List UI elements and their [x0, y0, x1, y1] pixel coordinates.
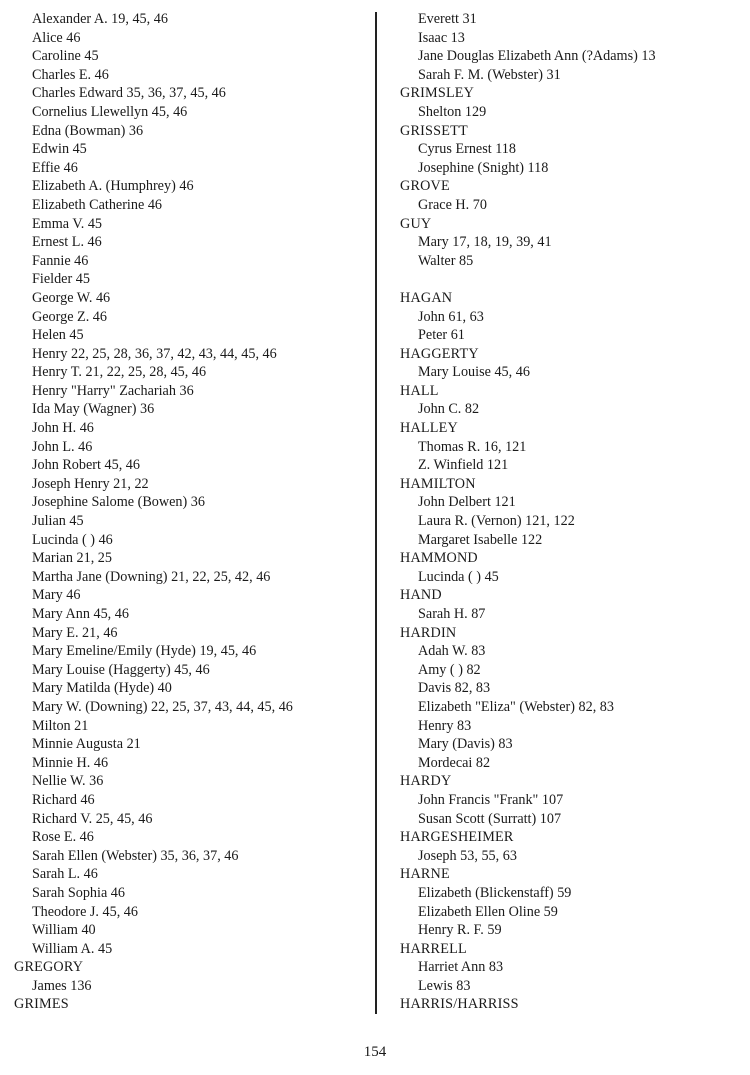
- index-entry: John L. 46: [32, 438, 93, 455]
- index-entry: Mordecai 82: [418, 754, 491, 771]
- index-entry: Elizabeth (Blickenstaff) 59: [418, 884, 572, 901]
- index-entry: Z. Winfield 121: [418, 457, 509, 474]
- index-entry: Ernest L. 46: [32, 234, 102, 251]
- index-entry: Everett 31: [418, 11, 477, 27]
- surname-heading: HARRIS/HARRISS: [400, 996, 519, 1013]
- index-entry: Alice 46: [32, 29, 81, 46]
- index-entry: Lucinda ( ) 45: [418, 568, 499, 585]
- index-entry: Julian 45: [32, 513, 84, 530]
- index-entry: Isaac 13: [418, 29, 465, 46]
- index-entry: Caroline 45: [32, 48, 99, 65]
- index-entry: Lucinda ( ) 46: [32, 531, 113, 548]
- index-entry: Lewis 83: [418, 977, 471, 994]
- index-entry: Henry R. F. 59: [418, 922, 502, 939]
- surname-heading: HALLEY: [400, 420, 458, 437]
- index-entry: George Z. 46: [32, 308, 107, 325]
- index-entry: Rose E. 46: [32, 829, 94, 846]
- index-entry: Elizabeth A. (Humphrey) 46: [32, 178, 194, 195]
- index-entry: Sarah Sophia 46: [32, 884, 125, 901]
- surname-heading: HALL: [400, 382, 439, 399]
- section-gap: [400, 270, 740, 289]
- column-divider: [375, 12, 377, 1014]
- index-column-left: [14, 10, 364, 1014]
- surname-heading: HAMILTON: [400, 475, 476, 492]
- index-entry: Cyrus Ernest 118: [418, 141, 516, 158]
- surname-heading: HAGAN: [400, 289, 453, 306]
- surname-heading: GROVE: [400, 178, 450, 195]
- index-entry: Mary Matilda (Hyde) 40: [32, 680, 172, 697]
- index-entry: Elizabeth "Eliza" (Webster) 82, 83: [418, 698, 614, 715]
- index-entry: John Robert 45, 46: [32, 457, 140, 474]
- index-entry: Helen 45: [32, 327, 84, 344]
- surname-heading: HAGGERTY: [400, 345, 479, 362]
- surname-heading: GUY: [400, 215, 432, 232]
- index-entry: Sarah Ellen (Webster) 35, 36, 37, 46: [32, 847, 239, 864]
- index-entry: Jane Douglas Elizabeth Ann (?Adams) 13: [418, 48, 656, 65]
- index-entry: Nellie W. 36: [32, 773, 104, 790]
- index-entry: John Francis "Frank" 107: [418, 791, 564, 808]
- index-entry: Mary E. 21, 46: [32, 624, 118, 641]
- page-number: 154: [363, 1044, 387, 1060]
- surname-heading: HARNE: [400, 866, 450, 883]
- index-entry: Davis 82, 83: [418, 680, 491, 697]
- index-entry: Grace H. 70: [418, 196, 487, 213]
- index-entry: Mary 46: [32, 587, 81, 604]
- index-entry: Richard V. 25, 45, 46: [32, 810, 153, 827]
- surname-heading: HAND: [400, 587, 442, 604]
- index-entry: Henry 83: [418, 717, 472, 734]
- index-entry: Ida May (Wagner) 36: [32, 401, 155, 418]
- index-entry: Charles E. 46: [32, 66, 109, 83]
- index-entry: Margaret Isabelle 122: [418, 531, 543, 548]
- index-entry: John C. 82: [418, 401, 480, 418]
- surname-heading: HAMMOND: [400, 550, 478, 567]
- index-entry: Elizabeth Catherine 46: [32, 196, 163, 213]
- surname-heading: HARGESHEIMER: [400, 829, 514, 846]
- index-entry: Minnie H. 46: [32, 754, 109, 771]
- index-entry: Amy ( ) 82: [418, 661, 481, 678]
- index-entry: Milton 21: [32, 717, 89, 734]
- index-entry: Sarah H. 87: [418, 606, 486, 622]
- index-entry: Thomas R. 16, 121: [418, 438, 527, 455]
- index-entry: Adah W. 83: [418, 643, 486, 660]
- index-entry: Henry "Harry" Zachariah 36: [32, 382, 194, 399]
- index-entry: Joseph 53, 55, 63: [418, 847, 517, 864]
- index-entry: Sarah L. 46: [32, 866, 98, 883]
- index-entry: Henry 22, 25, 28, 36, 37, 42, 43, 44, 45, 46: [32, 345, 277, 362]
- index-entry: Mary 17, 18, 19, 39, 41: [418, 234, 552, 251]
- index-column-right: [400, 10, 740, 1014]
- index-entry: Henry T. 21, 22, 25, 28, 45, 46: [32, 364, 207, 381]
- index-entry: Mary Ann 45, 46: [32, 606, 129, 622]
- index-entry: Walter 85: [418, 252, 474, 269]
- surname-heading: GREGORY: [14, 959, 84, 976]
- index-entry: Minnie Augusta 21: [32, 736, 141, 753]
- index-entry: Emma V. 45: [32, 215, 103, 232]
- index-entry: Edwin 45: [32, 141, 87, 158]
- index-entry: Susan Scott (Surratt) 107: [418, 810, 562, 827]
- index-entry: John H. 46: [32, 420, 94, 437]
- index-entry: John Delbert 121: [418, 494, 516, 511]
- index-entry: Shelton 129: [418, 103, 487, 120]
- index-entry: Cornelius Llewellyn 45, 46: [32, 103, 188, 120]
- surname-heading: HARRELL: [400, 940, 467, 957]
- index-entry: Charles Edward 35, 36, 37, 45, 46: [32, 85, 226, 102]
- index-entry: Mary Emeline/Emily (Hyde) 19, 45, 46: [32, 643, 257, 660]
- index-entry: Effie 46: [32, 159, 78, 176]
- surname-heading: HARDIN: [400, 624, 457, 641]
- index-entry: Marian 21, 25: [32, 550, 112, 567]
- index-entry: Fannie 46: [32, 252, 89, 269]
- surname-heading: HARDY: [400, 773, 452, 790]
- index-entry: Fielder 45: [32, 271, 90, 288]
- index-entry: Mary (Davis) 83: [418, 736, 513, 753]
- surname-heading: GRISSETT: [400, 122, 468, 139]
- index-entry: George W. 46: [32, 289, 111, 306]
- index-entry: William A. 45: [32, 940, 113, 957]
- index-entry: Alexander A. 19, 45, 46: [32, 11, 168, 27]
- index-entry: William 40: [32, 922, 96, 939]
- index-entry: Theodore J. 45, 46: [32, 903, 138, 920]
- index-entry: Mary Louise 45, 46: [418, 364, 530, 381]
- surname-heading: GRIMES: [14, 996, 69, 1013]
- index-entry: Sarah F. M. (Webster) 31: [418, 66, 561, 83]
- index-entry: Laura R. (Vernon) 121, 122: [418, 513, 575, 530]
- index-entry: Josephine (Snight) 118: [418, 159, 549, 176]
- index-entry: Harriet Ann 83: [418, 959, 504, 976]
- index-entry: Elizabeth Ellen Oline 59: [418, 903, 558, 920]
- index-entry: John 61, 63: [418, 308, 484, 325]
- index-entry: Richard 46: [32, 791, 95, 808]
- index-entry: Edna (Bowman) 36: [32, 122, 144, 139]
- index-entry: Josephine Salome (Bowen) 36: [32, 494, 205, 511]
- index-entry: Peter 61: [418, 327, 465, 344]
- surname-heading: GRIMSLEY: [400, 85, 475, 102]
- index-entry: Martha Jane (Downing) 21, 22, 25, 42, 46: [32, 568, 271, 585]
- index-entry: Joseph Henry 21, 22: [32, 475, 149, 492]
- index-entry: Mary W. (Downing) 22, 25, 37, 43, 44, 45, 46: [32, 698, 293, 715]
- index-entry: Mary Louise (Haggerty) 45, 46: [32, 661, 210, 678]
- index-entry: James 136: [32, 977, 92, 994]
